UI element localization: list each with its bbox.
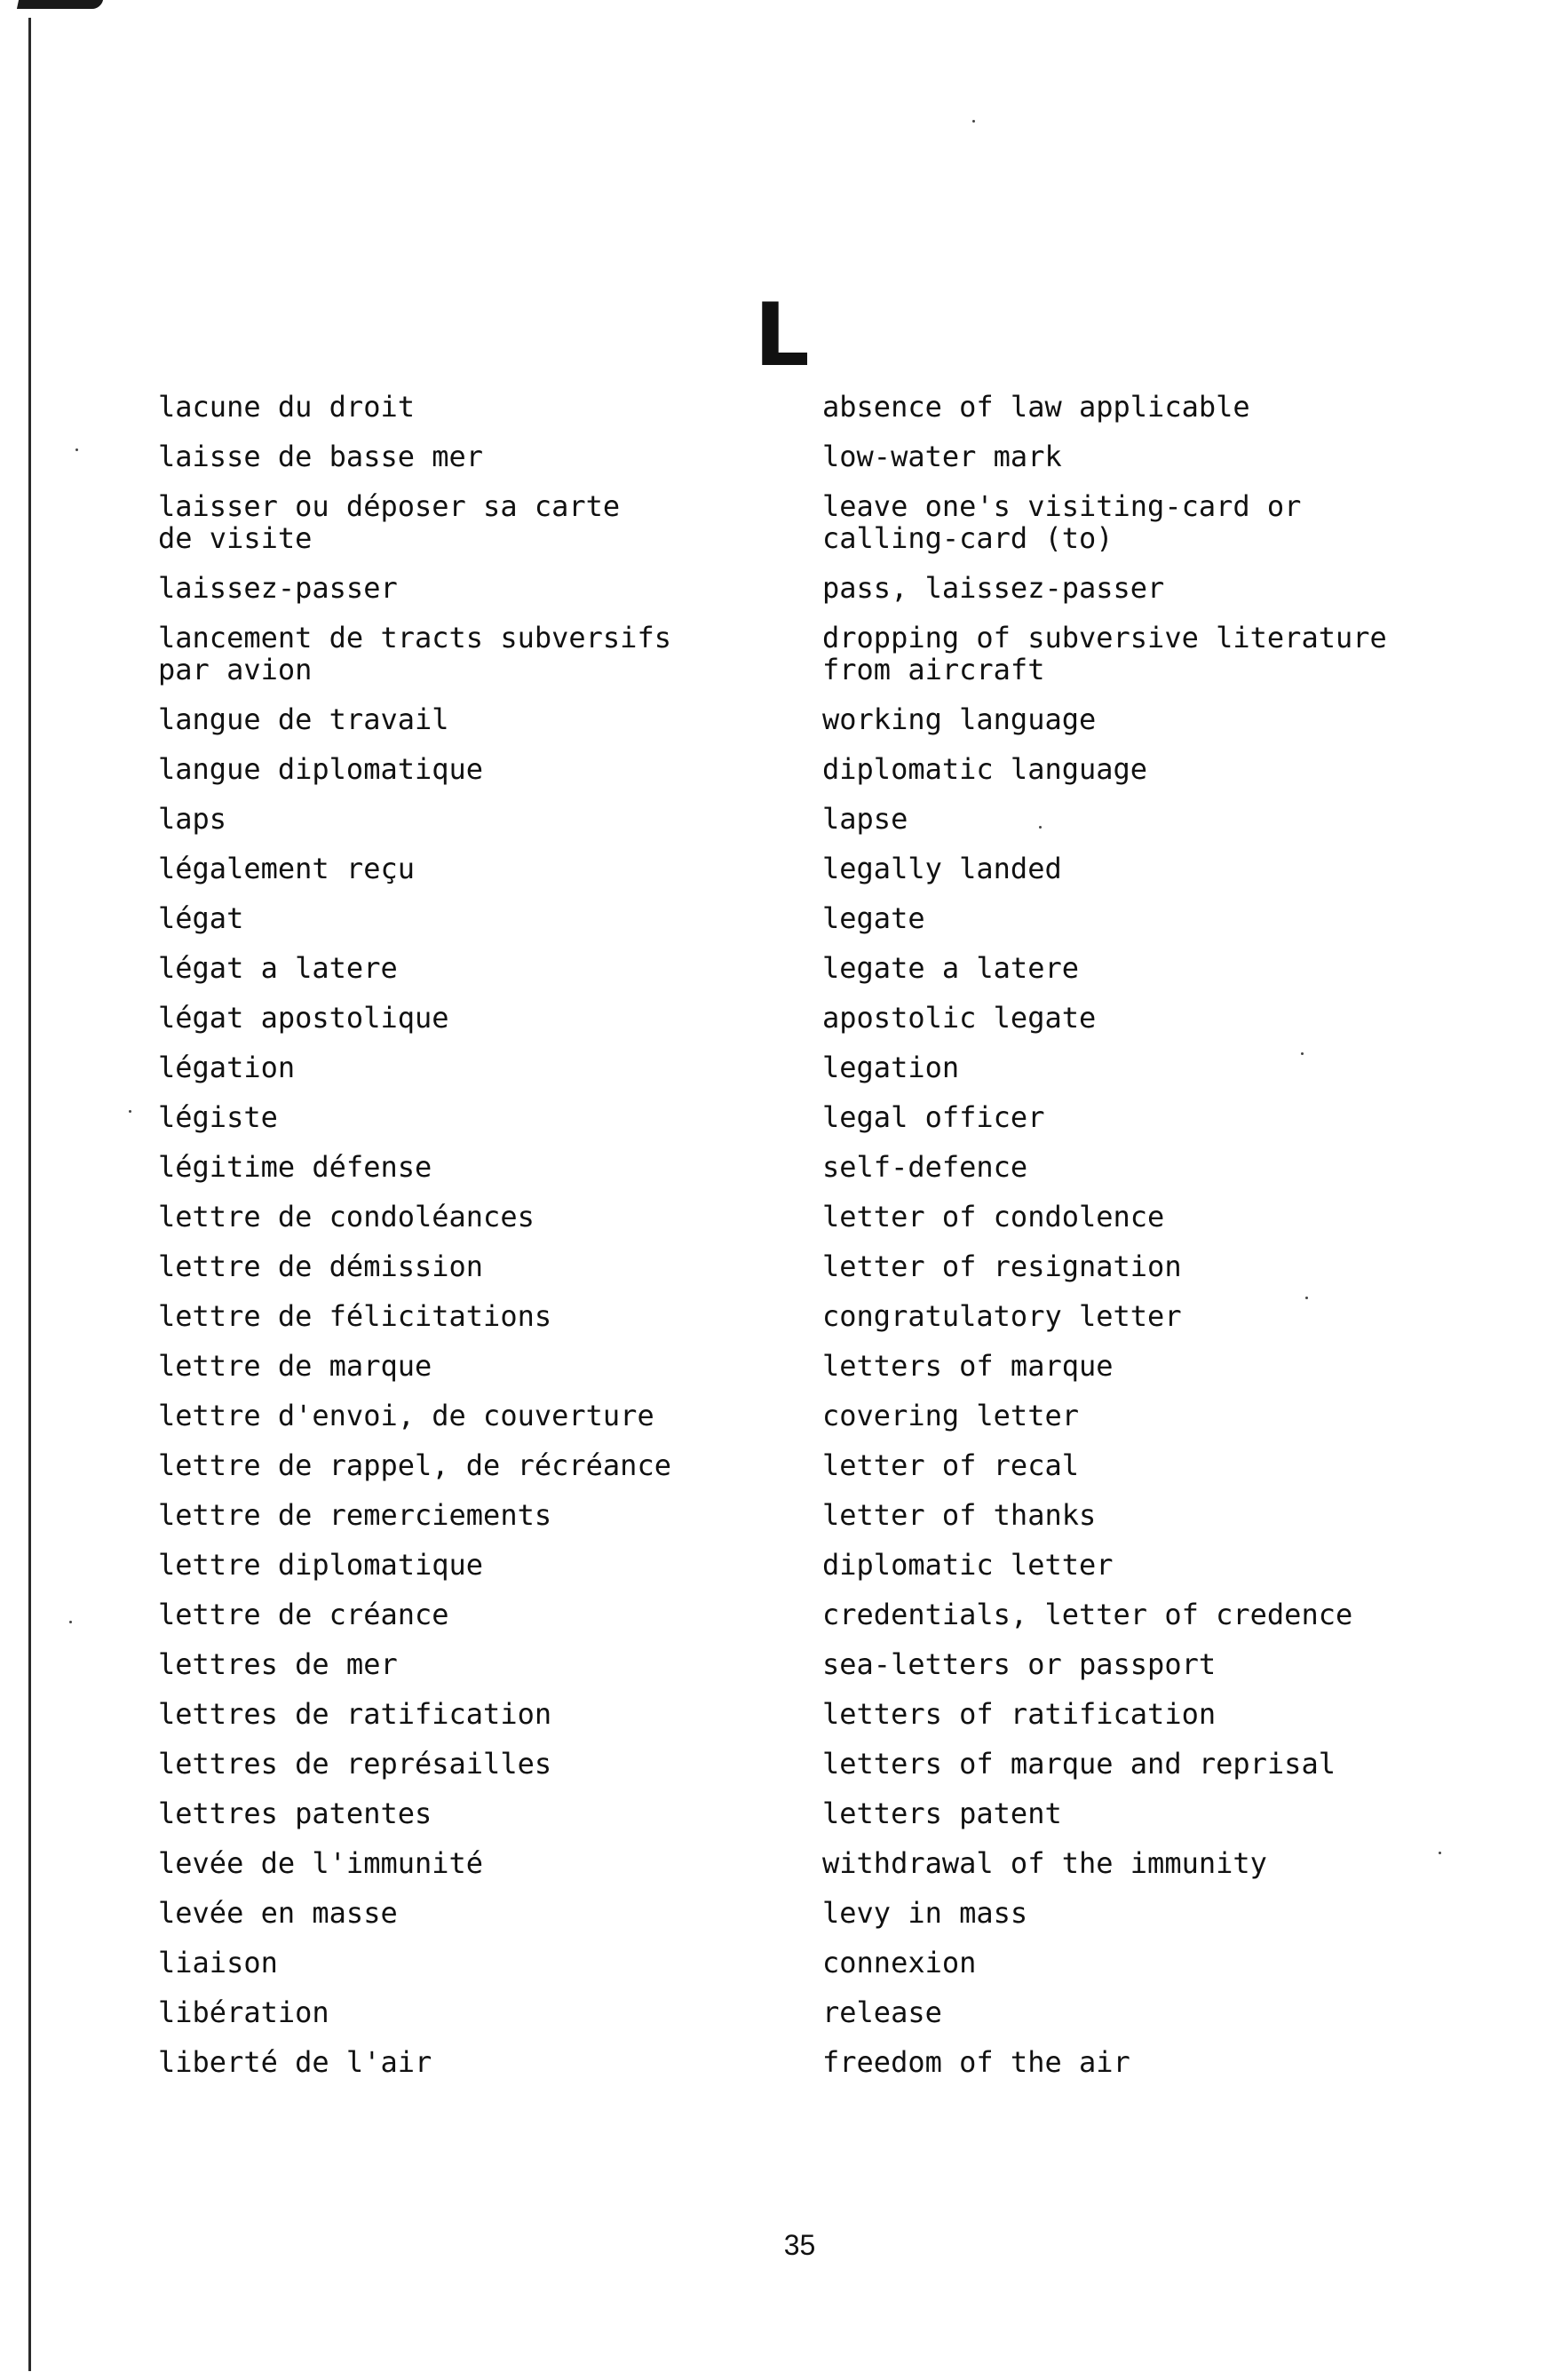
glossary-entry	[158, 2046, 1401, 2078]
english-translation: legate a latere	[822, 951, 1079, 985]
scan-speck	[1039, 826, 1042, 829]
english-translation: pass, laissez-passer	[822, 571, 1165, 605]
english-translation: levy in mass	[822, 1896, 1028, 1930]
glossary-entry	[158, 1648, 1401, 1680]
english-translation: apostolic legate	[822, 1001, 1097, 1035]
glossary-entry	[158, 1698, 1401, 1730]
scan-speck	[1439, 1852, 1441, 1854]
glossary-entry	[158, 1847, 1401, 1879]
english-translation: covering letter	[822, 1399, 1079, 1432]
french-term: légat	[158, 901, 244, 935]
french-term: lettre d'envoi, de couverture	[158, 1399, 654, 1432]
english-translation: self-defence	[822, 1150, 1028, 1184]
french-term: lettres de mer	[158, 1647, 398, 1681]
glossary-entry	[158, 952, 1401, 984]
glossary-entry	[158, 1449, 1401, 1481]
glossary-entry	[158, 1151, 1401, 1183]
french-term: liberté de l'air	[158, 2045, 432, 2079]
english-translation: withdrawal of the immunity	[822, 1846, 1267, 1880]
scan-speck	[972, 120, 975, 123]
french-term: lettre diplomatique	[158, 1548, 484, 1582]
scan-corner-mark	[17, 0, 103, 9]
glossary-entry	[158, 703, 1401, 735]
english-translation: credentials, letter of credence	[822, 1598, 1353, 1631]
english-translation: low-water mark	[822, 440, 1062, 473]
french-term: laisse de basse mer	[158, 440, 484, 473]
scan-speck	[129, 1110, 131, 1113]
glossary-entry	[158, 1996, 1401, 2028]
english-translation: letter of condolence	[822, 1200, 1165, 1234]
glossary-entry	[158, 1897, 1401, 1929]
scan-speck	[1305, 1297, 1308, 1299]
glossary-entry	[158, 572, 1401, 604]
english-translation: sea-letters or passport	[822, 1647, 1217, 1681]
glossary-entry	[158, 391, 1401, 423]
french-term: langue diplomatique	[158, 752, 484, 786]
english-translation: letter of recal	[822, 1448, 1079, 1482]
french-term: lettres de ratification	[158, 1697, 552, 1731]
french-term: lettres patentes	[158, 1797, 432, 1830]
english-translation: letter of thanks	[822, 1498, 1097, 1532]
french-term: levée de l'immunité	[158, 1846, 484, 1880]
french-term: légation	[158, 1051, 296, 1084]
french-term: lettre de félicitations	[158, 1299, 552, 1333]
english-translation: letters of marque	[822, 1349, 1114, 1383]
glossary-entry	[158, 803, 1401, 835]
french-term: lettre de démission	[158, 1250, 484, 1283]
french-term: libération	[158, 1995, 329, 2029]
french-term: légat a latere	[158, 951, 398, 985]
french-term: lettre de condoléances	[158, 1200, 535, 1234]
glossary-entry	[158, 753, 1401, 785]
glossary-entry	[158, 853, 1401, 885]
section-letter-heading: L	[754, 285, 810, 386]
english-translation: absence of law applicable	[822, 390, 1250, 424]
glossary-entry	[158, 1947, 1401, 1979]
english-translation: lapse	[822, 802, 908, 836]
glossary-entry	[158, 902, 1401, 934]
english-translation: diplomatic letter	[822, 1548, 1114, 1582]
glossary-entry	[158, 440, 1401, 472]
english-translation: letter of resignation	[822, 1250, 1182, 1283]
english-translation: dropping of subversive literature from aircraft	[822, 621, 1387, 686]
french-term: lettres de représailles	[158, 1747, 552, 1781]
french-term: légat apostolique	[158, 1001, 449, 1035]
french-term: lancement de tracts subversifs par avion	[158, 621, 671, 686]
french-term: laisser ou déposer sa carte de visite	[158, 489, 621, 555]
glossary-entry	[158, 1549, 1401, 1581]
french-term: laps	[158, 802, 227, 836]
glossary-entry	[158, 1499, 1401, 1531]
french-term: levée en masse	[158, 1896, 398, 1930]
glossary-entry	[158, 1101, 1401, 1133]
french-term: langue de travail	[158, 702, 449, 736]
glossary-entry	[158, 1300, 1401, 1332]
french-term: lettre de marque	[158, 1349, 432, 1383]
glossary-entry	[158, 1350, 1401, 1382]
glossary-entry	[158, 1797, 1401, 1829]
english-translation: letters patent	[822, 1797, 1062, 1830]
english-translation: release	[822, 1995, 942, 2029]
glossary-entry	[158, 1250, 1401, 1282]
french-term: légalement reçu	[158, 852, 415, 885]
french-term: liaison	[158, 1946, 278, 1979]
english-translation: freedom of the air	[822, 2045, 1130, 2079]
english-translation: legation	[822, 1051, 960, 1084]
glossary-list	[158, 391, 1401, 2096]
french-term: légitime défense	[158, 1150, 432, 1184]
french-term: lacune du droit	[158, 390, 415, 424]
glossary-entry	[158, 622, 1401, 686]
english-translation: letters of marque and reprisal	[822, 1747, 1336, 1781]
scan-speck	[69, 1621, 72, 1623]
french-term: légiste	[158, 1100, 278, 1134]
english-translation: congratulatory letter	[822, 1299, 1182, 1333]
english-translation: legal officer	[822, 1100, 1045, 1134]
french-term: lettre de créance	[158, 1598, 449, 1631]
glossary-entry	[158, 490, 1401, 554]
scan-speck	[75, 448, 78, 451]
english-translation: diplomatic language	[822, 752, 1148, 786]
french-term: laissez-passer	[158, 571, 398, 605]
page-number: 35	[783, 2229, 816, 2261]
english-translation: legate	[822, 901, 925, 935]
french-term: lettre de rappel, de récréance	[158, 1448, 671, 1482]
english-translation: legally landed	[822, 852, 1062, 885]
english-translation: letters of ratification	[822, 1697, 1217, 1731]
glossary-entry	[158, 1201, 1401, 1233]
glossary-entry	[158, 1051, 1401, 1083]
glossary-entry	[158, 1748, 1401, 1780]
french-term: lettre de remerciements	[158, 1498, 552, 1532]
scan-speck	[1301, 1052, 1304, 1055]
glossary-entry	[158, 1599, 1401, 1630]
glossary-entry	[158, 1002, 1401, 1034]
glossary-entry	[158, 1400, 1401, 1432]
english-translation: working language	[822, 702, 1097, 736]
english-translation: leave one's visiting-card or calling-card (to)	[822, 489, 1302, 555]
english-translation: connexion	[822, 1946, 977, 1979]
